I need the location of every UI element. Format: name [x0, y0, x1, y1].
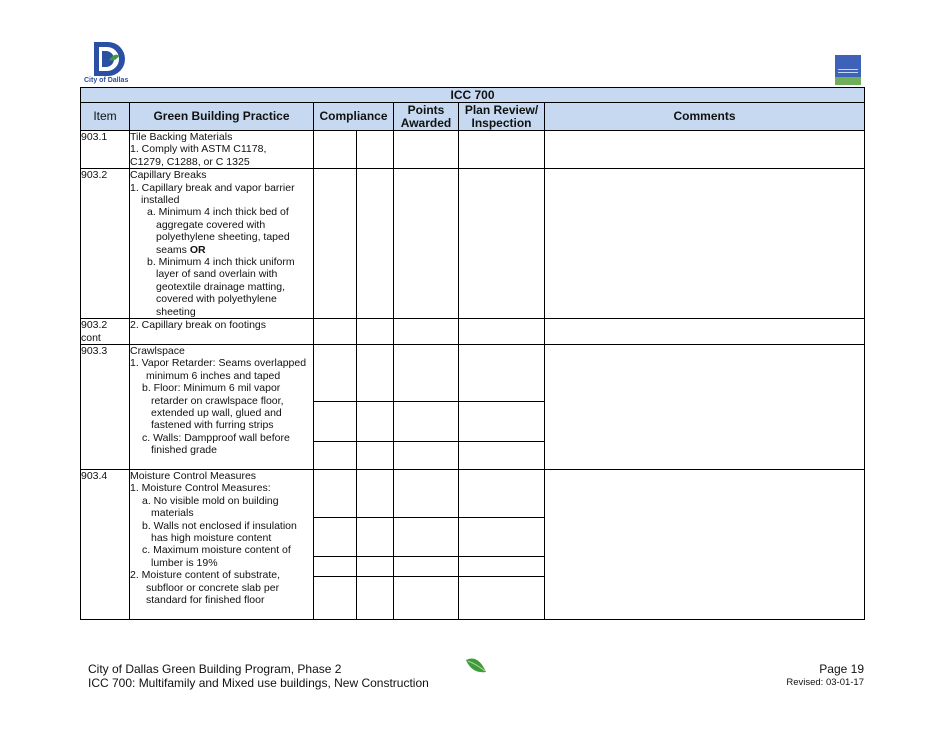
- practice-text: [130, 345, 314, 470]
- review-cell[interactable]: [459, 345, 545, 470]
- table-row: [81, 345, 865, 470]
- review-cell[interactable]: [459, 169, 545, 319]
- practice-title: Moisture Control Measures: [130, 470, 257, 483]
- points-cell[interactable]: [394, 319, 459, 345]
- item-id: 903.2: [81, 169, 130, 319]
- practice-line: 1. Capillary break and vapor barrier installed: [130, 181, 295, 207]
- practice-subitem: c. Maximum moisture content of lumber is 19%: [142, 544, 291, 569]
- column-header-practice: Green Building Practice: [130, 103, 314, 131]
- points-header-line1: Points: [407, 102, 445, 117]
- practice-line: 1. Comply with ASTM C1178,: [130, 143, 267, 156]
- practice-subitem: c. Walls: Dampproof wall before finished grade: [142, 431, 290, 457]
- table-row: [81, 169, 865, 319]
- practice-line: C1279, C1288, or C 1325: [130, 155, 250, 168]
- review-cell[interactable]: [459, 319, 545, 345]
- practice-title: Tile Backing Materials: [130, 131, 233, 143]
- column-header-item: Item: [81, 103, 130, 131]
- green-building-program-logo: [835, 55, 861, 85]
- table-row: [81, 470, 865, 620]
- table-row: [81, 319, 865, 345]
- practice-subitem: b. Floor: Minimum 6 mil vapor retarder on crawlspace floor, extended up wall, glued and fastened with furring strips: [142, 382, 284, 432]
- item-id-line: cont: [81, 331, 101, 344]
- footer-standard: ICC 700: Multifamily and Mixed use buildings, New Construction: [88, 676, 429, 690]
- review-cell[interactable]: [459, 470, 545, 620]
- review-cell[interactable]: [459, 131, 545, 169]
- practice-subitem: a. No visible mold on building materials: [142, 494, 279, 520]
- points-header-line2: Awarded: [400, 115, 452, 130]
- item-id: [81, 319, 130, 345]
- practice-subitem: a. Minimum 4 inch thick bed of aggregate covered with polyethylene sheeting, taped seams: [147, 206, 290, 256]
- points-cell[interactable]: [394, 131, 459, 169]
- comments-cell[interactable]: [545, 131, 865, 169]
- practice-line: 1. Moisture Control Measures:: [130, 482, 271, 495]
- item-id-line: 903.2: [81, 319, 108, 332]
- practice-text: [130, 470, 314, 620]
- footer-program: City of Dallas Green Building Program, Phase 2: [88, 662, 342, 676]
- comments-cell[interactable]: [545, 169, 865, 319]
- item-id: 903.4: [81, 470, 130, 620]
- table-title: ICC 700: [81, 88, 865, 103]
- points-cell[interactable]: [394, 345, 459, 470]
- practice-subitem: b. Walls not enclosed if insulation has high moisture content: [142, 519, 297, 545]
- item-id: 903.3: [81, 345, 130, 470]
- points-cell[interactable]: [394, 470, 459, 620]
- practice-text: [130, 169, 314, 319]
- city-of-dallas-logo: [82, 40, 138, 88]
- points-cell[interactable]: [394, 169, 459, 319]
- footer-right: [786, 662, 864, 690]
- comments-cell[interactable]: [545, 345, 865, 470]
- compliance-cell[interactable]: [314, 169, 394, 319]
- footer-left: [88, 662, 429, 690]
- item-id: 903.1: [81, 131, 130, 169]
- review-header-line1: Plan Review/: [464, 102, 539, 117]
- compliance-cell[interactable]: [314, 345, 394, 470]
- page-number: Page 19: [819, 662, 864, 676]
- column-header-compliance: Compliance: [314, 103, 394, 131]
- practice-emphasis: OR: [189, 243, 206, 256]
- city-logo-text: City of Dallas: [84, 77, 129, 84]
- column-header-points: [394, 103, 459, 131]
- compliance-cell[interactable]: [314, 319, 394, 345]
- practice-line: [140, 206, 313, 256]
- table-row: [81, 131, 865, 169]
- revised-date: Revised: 03-01-17: [786, 677, 864, 688]
- icc700-checklist-table: [80, 87, 865, 620]
- practice-line: 2. Moisture content of substrate, subfloor or concrete slab per standard for finished floor: [130, 569, 280, 607]
- compliance-cell[interactable]: [314, 131, 394, 169]
- compliance-cell[interactable]: [314, 470, 394, 620]
- comments-cell[interactable]: [545, 319, 865, 345]
- practice-text: [130, 131, 314, 169]
- practice-title: Crawlspace: [130, 345, 185, 358]
- program-badge-icon: [835, 55, 861, 85]
- practice-subitem: b. Minimum 4 inch thick uniform layer of sand overlain with geotextile drainage matting, covered with polyethylene sheeting: [147, 256, 295, 318]
- column-header-review: [459, 103, 545, 131]
- review-header-line2: Inspection: [471, 115, 532, 130]
- practice-title: Capillary Breaks: [130, 169, 207, 182]
- practice-line: 1. Vapor Retarder: Seams overlapped minimum 6 inches and taped: [130, 357, 307, 382]
- leaf-icon: [464, 656, 488, 676]
- column-header-comments: Comments: [545, 103, 865, 131]
- practice-text: 2. Capillary break on footings: [130, 319, 314, 345]
- comments-cell[interactable]: [545, 470, 865, 620]
- dallas-d-icon: [82, 40, 138, 78]
